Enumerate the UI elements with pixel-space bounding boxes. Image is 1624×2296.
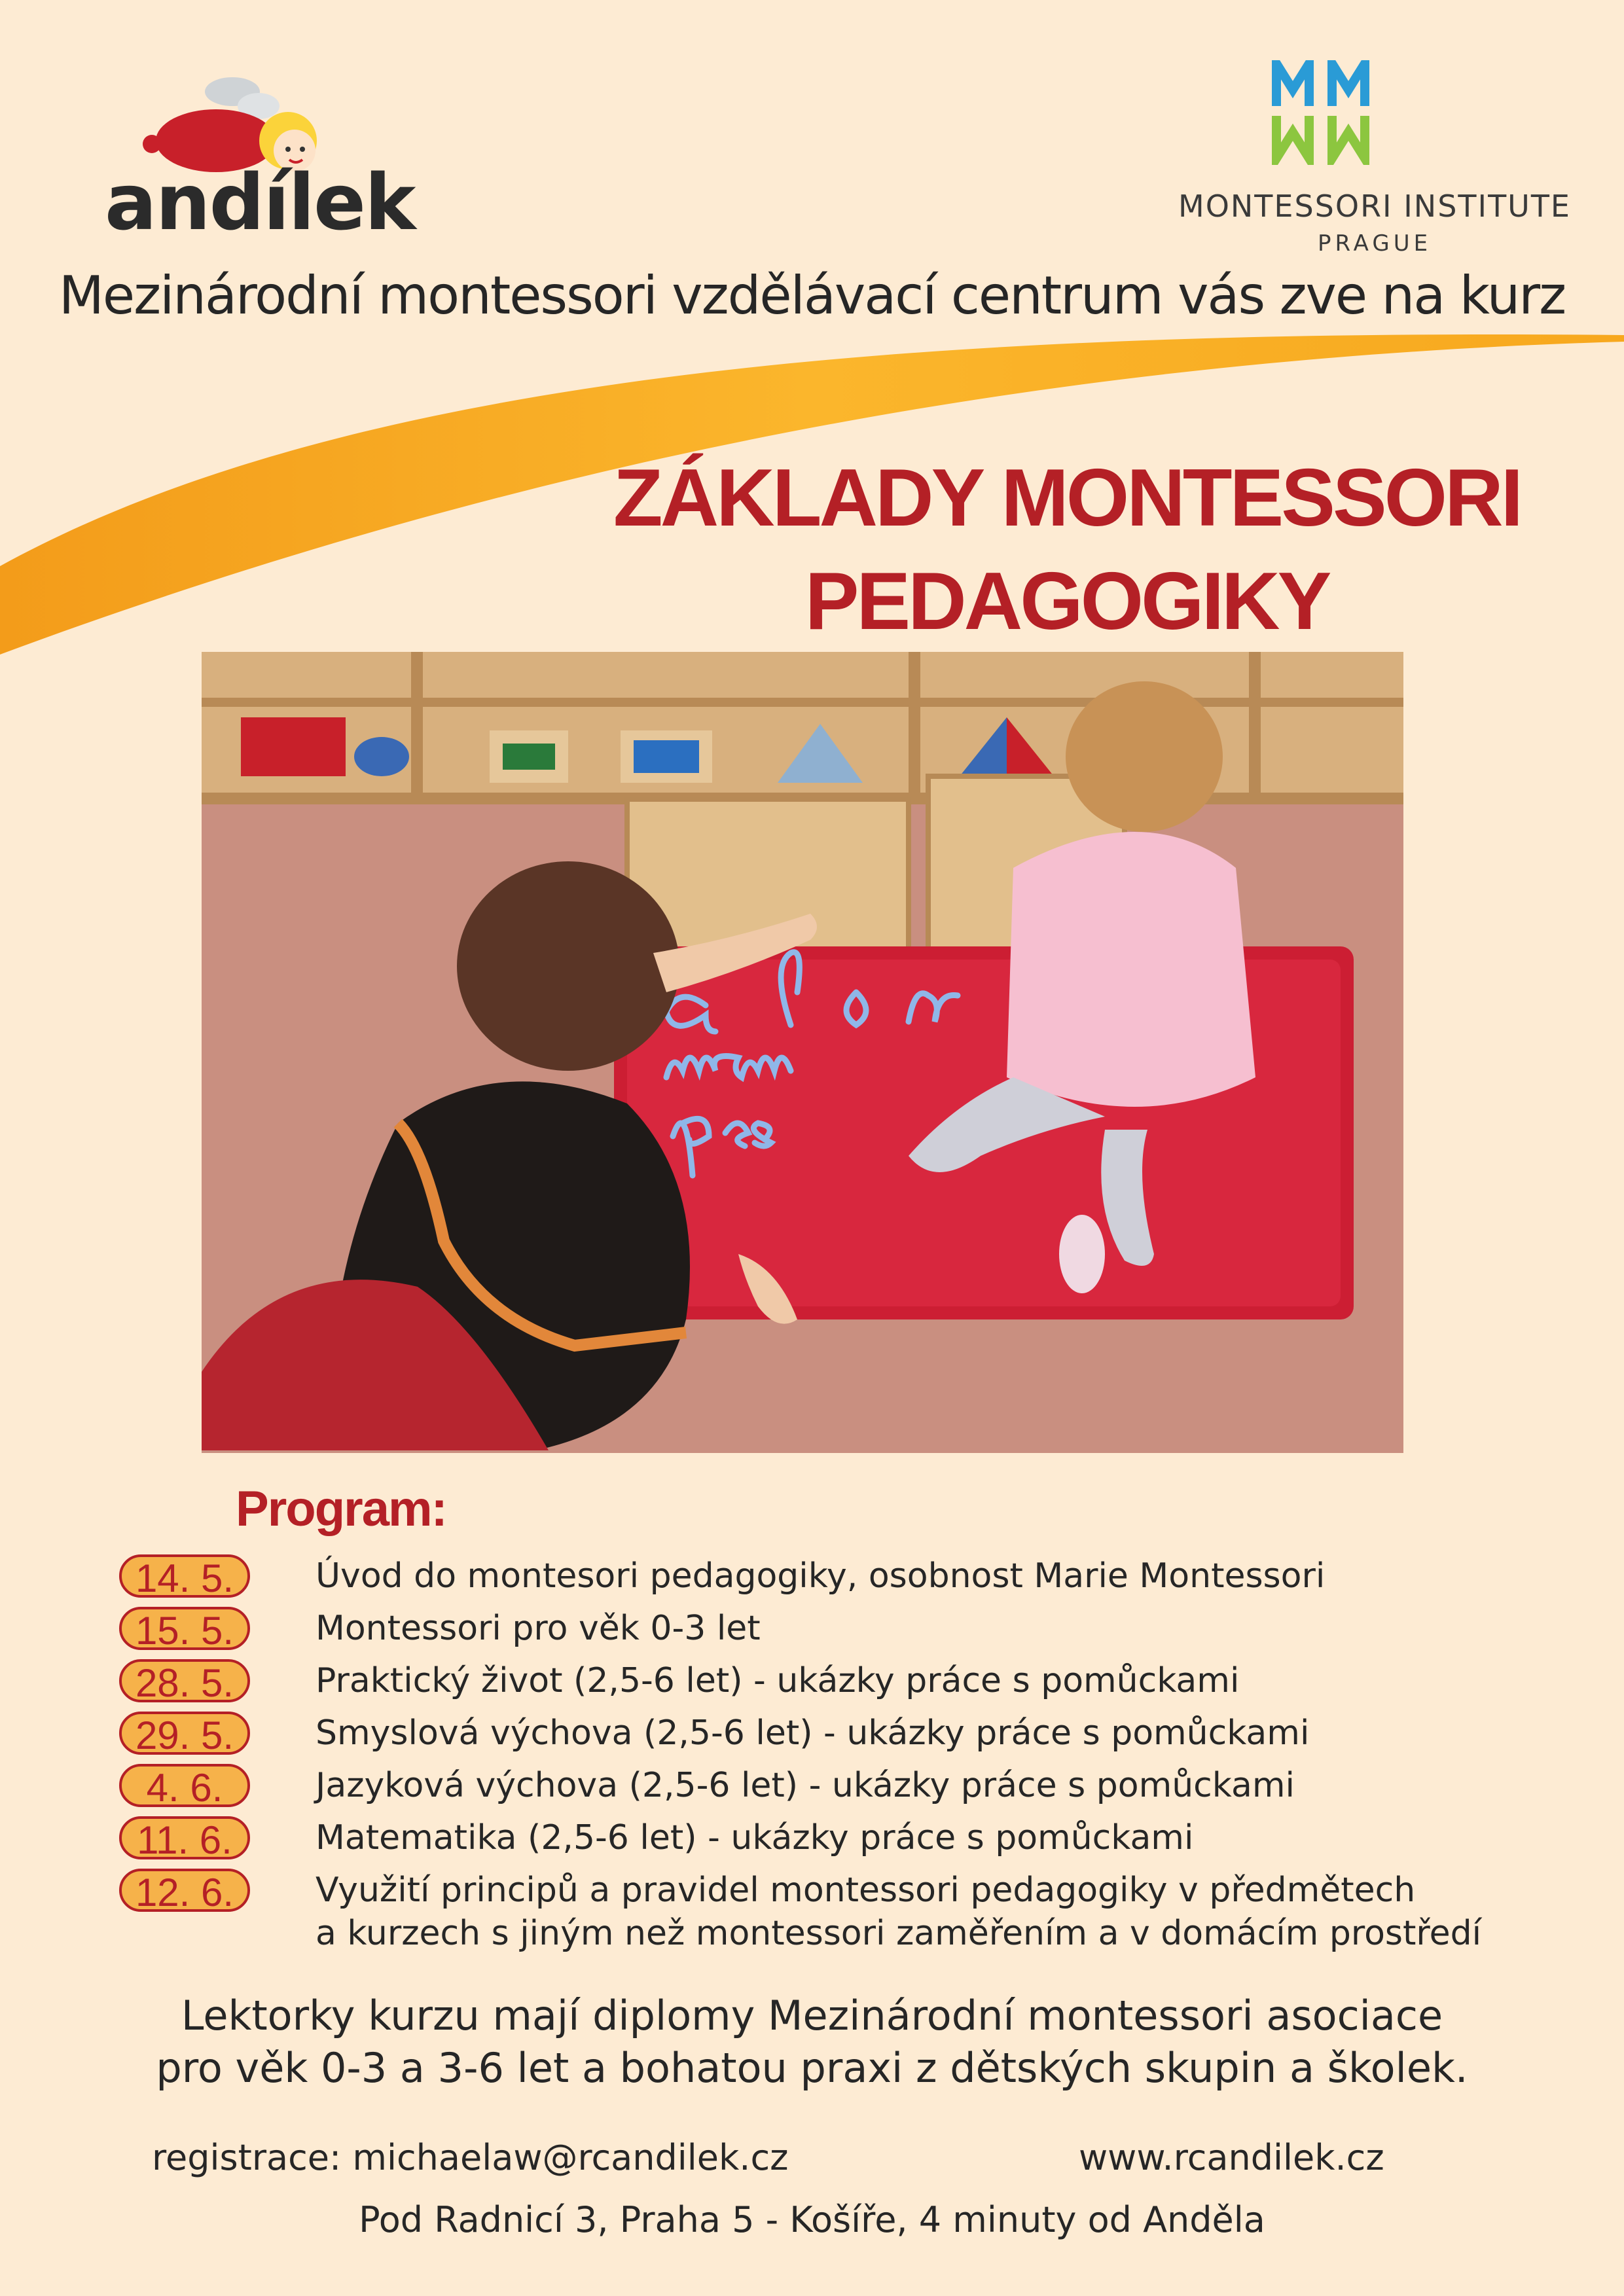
website-link[interactable]: www.rcandilek.cz — [1079, 2137, 1384, 2178]
course-title-line2: PEDAGOGIKY — [804, 556, 1329, 647]
montessori-institute-logo — [1270, 60, 1388, 165]
program-list — [119, 1554, 1559, 1964]
andilek-wordmark: andílek — [105, 157, 415, 247]
program-topic: Montessori pro věk 0-3 let — [316, 1609, 761, 1648]
program-topic: Praktický život (2,5-6 let) - ukázky práce s pomůckami — [316, 1661, 1240, 1700]
program-date: 28. 5. — [119, 1659, 250, 1702]
institute-name: MONTESSORI INSTITUTE — [1178, 188, 1571, 224]
course-title-line1: ZÁKLADY MONTESSORI — [613, 453, 1521, 543]
invite-line: Mezinárodní montessori vzdělávací centrum vás zve na kurz — [58, 265, 1566, 326]
program-item — [119, 1607, 1559, 1653]
institute-city: PRAGUE — [1317, 230, 1432, 257]
program-topic: Úvod do montesori pedagogiky, osobnost Marie Montessori — [316, 1556, 1326, 1596]
program-topic: Matematika (2,5-6 let) - ukázky práce s pomůckami — [316, 1818, 1194, 1857]
program-item — [119, 1869, 1559, 1955]
program-topic: Jazyková výchova (2,5-6 let) - ukázky práce s pomůckami — [316, 1766, 1295, 1805]
program-date: 12. 6. — [119, 1869, 250, 1912]
address: Pod Radnicí 3, Praha 5 - Košíře, 4 minuty od Anděla — [359, 2199, 1265, 2240]
program-item — [119, 1816, 1559, 1862]
program-date: 14. 5. — [119, 1554, 250, 1598]
program-topic: Využití principů a pravidel montessori pedagogiky v předmětech a kurzech s jiným než montessori zaměřením a v domácím prostředí — [316, 1871, 1482, 1953]
registration-email[interactable]: registrace: michaelaw@rcandilek.cz — [152, 2137, 789, 2178]
program-topic: Smyslová výchova (2,5-6 let) - ukázky práce s pomůckami — [316, 1713, 1310, 1753]
classroom-photo — [202, 652, 1403, 1453]
lecturers-info — [0, 1990, 1624, 2094]
program-item — [119, 1554, 1559, 1598]
program-heading: Program: — [236, 1481, 446, 1537]
program-date: 11. 6. — [119, 1816, 250, 1859]
lecturers-line2: pro věk 0-3 a 3-6 let a bohatou praxi z dětských skupin a školek. — [156, 2044, 1468, 2092]
program-item — [119, 1659, 1559, 1705]
program-item — [119, 1712, 1559, 1755]
program-date: 29. 5. — [119, 1712, 250, 1755]
program-item — [119, 1764, 1559, 1810]
lecturers-line1: Lektorky kurzu mají diplomy Mezinárodní montessori asociace — [181, 1992, 1443, 2039]
program-date: 4. 6. — [119, 1764, 250, 1807]
program-date: 15. 5. — [119, 1607, 250, 1650]
